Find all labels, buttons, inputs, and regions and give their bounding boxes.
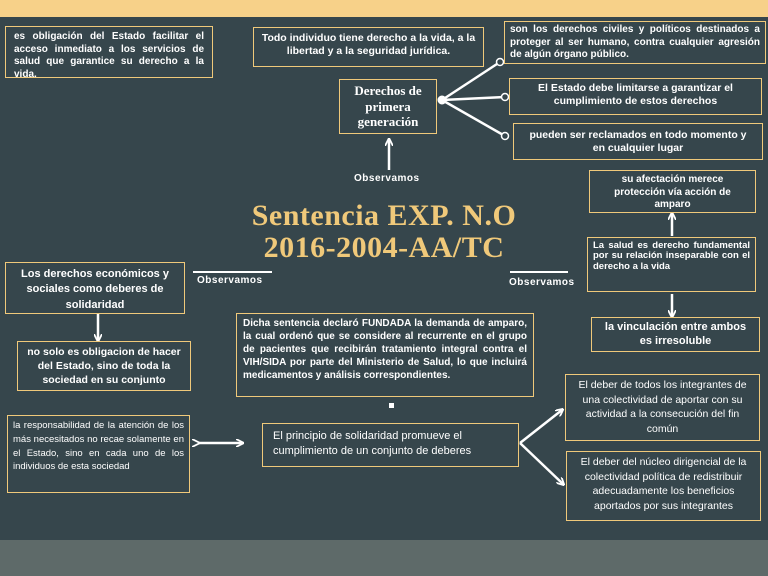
box-vinculacion: la vinculación entre ambos es irresoluble (591, 317, 760, 352)
box-derechos-primera-generacion: Derechos de primera generación (339, 79, 437, 134)
box-principio-solidaridad: El principio de solidaridad promueve el cumplimiento de un conjunto de deberes (262, 423, 519, 467)
box-reclamados: pueden ser reclamados en todo momento y en cualquier lugar (513, 123, 763, 160)
box-sentencia-declaro: Dicha sentencia declaró FUNDADA la demanda de amparo, la cual ordenó que se considere al recurrente en el grupo de pacientes que recibirán tratamiento integral contra el VIH/SIDA por parte del Ministerio de Salud, lo que incluirá medicamentos y análisis correspondientes. (236, 313, 534, 397)
arrow-to-deber-integrantes (520, 410, 562, 443)
connector-to-reclamados (442, 100, 505, 136)
box-civiles-politicos: son los derechos civiles y políticos destinados a proteger al ser humano, contra cualquier agresión de algún órgano público. (504, 21, 766, 64)
label-observamos-left: Observamos (197, 275, 263, 286)
connector-to-civiles (442, 62, 500, 100)
box-deber-nucleo: El deber del núcleo dirigencial de la colectividad política de redistribuir adecuadamente los beneficios aportados por sus integrantes (566, 451, 761, 521)
label-observamos-top: Observamos (354, 173, 420, 184)
box-deber-integrantes: El deber de todos los integrantes de una colectividad de aportar con su actividad a la consecución del fin común (565, 374, 760, 441)
arrow-to-deber-nucleo (520, 443, 563, 484)
label-observamos-right: Observamos (509, 277, 575, 288)
page-title: Sentencia EXP. N.O 2016-2004-AA/TC (251, 199, 517, 264)
connector-to-limitarse (442, 97, 505, 100)
box-estado-obligacion: es obligación del Estado facilitar el acceso inmediato a los servicios de salud que garantice su derecho a la vida. (5, 26, 213, 78)
box-responsabilidad: la responsabilidad de la atención de los más necesitados no recae solamente en el Estado, sino en cada uno de los individuos de esta sociedad (7, 415, 190, 493)
box-salud-derecho: La salud es derecho fundamental por su relación inseparable con el derecho a la vida (587, 237, 756, 292)
box-derechos-economicos: Los derechos económicos y sociales como deberes de solidaridad (5, 262, 185, 314)
small-square-marker (389, 403, 394, 408)
box-todo-individuo: Todo individuo tiene derecho a la vida, a la libertad y a la seguridad jurídica. (253, 27, 484, 67)
box-no-solo: no solo es obligacion de hacer del Estado, sino de toda la sociedad en su conjunto (17, 341, 191, 391)
box-estado-limitarse: El Estado debe limitarse a garantizar el cumplimiento de estos derechos (509, 78, 762, 115)
box-afectacion: su afectación merece protección vía acción de amparo (589, 170, 756, 213)
